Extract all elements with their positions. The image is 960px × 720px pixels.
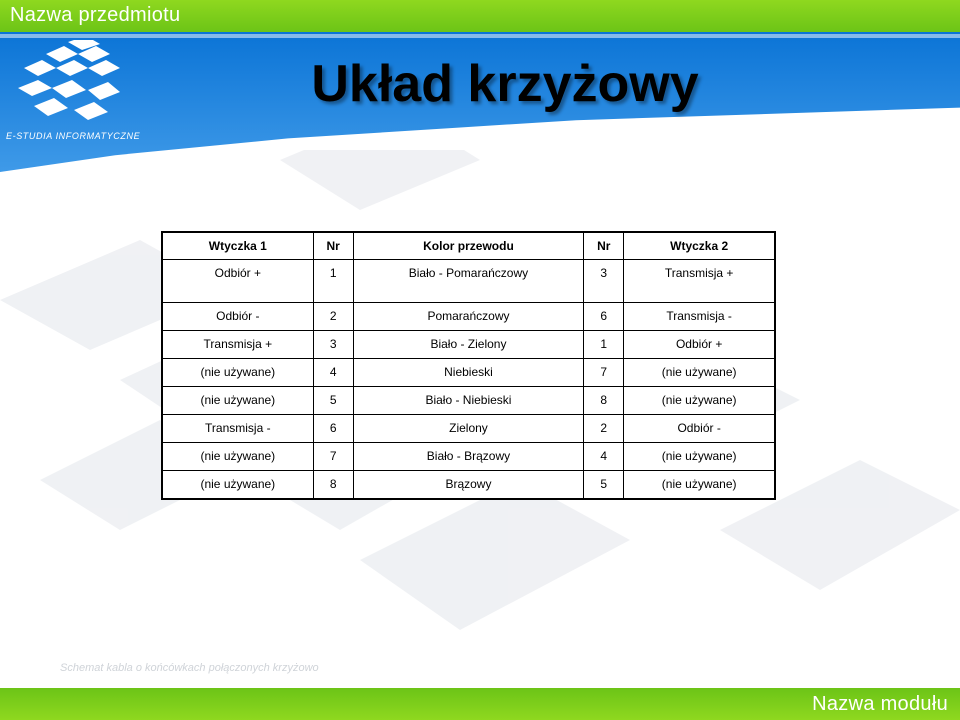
cell-pin-1: 8 xyxy=(313,471,353,499)
cell-plug-2: Odbiór - xyxy=(624,415,775,443)
cell-wire-color: Biało - Niebieski xyxy=(353,387,583,415)
cell-plug-2: Transmisja + xyxy=(624,260,775,303)
cell-plug-1: (nie używane) xyxy=(162,471,313,499)
header-plug-1: Wtyczka 1 xyxy=(162,232,313,260)
cell-plug-1: Odbiór - xyxy=(162,303,313,331)
header-pin-1: Nr xyxy=(313,232,353,260)
cell-plug-2: Transmisja - xyxy=(624,303,775,331)
table-row xyxy=(162,443,775,471)
header-stripe xyxy=(0,34,960,38)
brand-name: E-STUDIA INFORMATYCZNE xyxy=(6,131,141,141)
table-row xyxy=(162,260,775,303)
cell-wire-color: Niebieski xyxy=(353,359,583,387)
footer-bar xyxy=(0,688,960,720)
cell-pin-1: 1 xyxy=(313,260,353,303)
cell-pin-2: 6 xyxy=(584,303,624,331)
table-row xyxy=(162,331,775,359)
cell-plug-1: Odbiór + xyxy=(162,260,313,303)
cell-wire-color: Zielony xyxy=(353,415,583,443)
cell-pin-2: 1 xyxy=(584,331,624,359)
table-header-row xyxy=(162,232,775,260)
subject-name: Nazwa przedmiotu xyxy=(10,4,181,26)
slide-title: Układ krzyżowy xyxy=(311,55,699,113)
header-plug-2: Wtyczka 2 xyxy=(624,232,775,260)
header-pin-2: Nr xyxy=(584,232,624,260)
cell-plug-2: (nie używane) xyxy=(624,359,775,387)
cell-plug-2: Odbiór + xyxy=(624,331,775,359)
cell-wire-color: Biało - Zielony xyxy=(353,331,583,359)
module-name: Nazwa modułu xyxy=(812,693,948,715)
header-bar xyxy=(0,0,960,32)
cell-plug-2: (nie używane) xyxy=(624,471,775,499)
cell-plug-2: (nie używane) xyxy=(624,443,775,471)
cell-plug-1: (nie używane) xyxy=(162,359,313,387)
cell-pin-1: 2 xyxy=(313,303,353,331)
table-row xyxy=(162,303,775,331)
cell-pin-2: 4 xyxy=(584,443,624,471)
cell-pin-1: 5 xyxy=(313,387,353,415)
cell-pin-2: 5 xyxy=(584,471,624,499)
logo-icon xyxy=(16,40,126,122)
cell-pin-1: 4 xyxy=(313,359,353,387)
cell-wire-color: Pomarańczowy xyxy=(353,303,583,331)
header-wire-color: Kolor przewodu xyxy=(353,232,583,260)
cell-pin-2: 8 xyxy=(584,387,624,415)
cell-pin-1: 7 xyxy=(313,443,353,471)
cell-wire-color: Biało - Pomarańczowy xyxy=(353,260,583,303)
table-row xyxy=(162,387,775,415)
table-caption: Schemat kabla o końcówkach połączonych krzyżowo xyxy=(60,662,319,674)
cell-pin-2: 7 xyxy=(584,359,624,387)
cell-wire-color: Biało - Brązowy xyxy=(353,443,583,471)
cell-plug-1: Transmisja - xyxy=(162,415,313,443)
cell-wire-color: Brązowy xyxy=(353,471,583,499)
cell-plug-1: Transmisja + xyxy=(162,331,313,359)
cell-plug-2: (nie używane) xyxy=(624,387,775,415)
table-row xyxy=(162,359,775,387)
cell-plug-1: (nie używane) xyxy=(162,387,313,415)
cell-pin-1: 3 xyxy=(313,331,353,359)
cell-pin-2: 2 xyxy=(584,415,624,443)
table-row xyxy=(162,415,775,443)
cell-pin-1: 6 xyxy=(313,415,353,443)
cell-pin-2: 3 xyxy=(584,260,624,303)
pinout-table xyxy=(161,231,776,500)
cell-plug-1: (nie używane) xyxy=(162,443,313,471)
table-row xyxy=(162,471,775,499)
